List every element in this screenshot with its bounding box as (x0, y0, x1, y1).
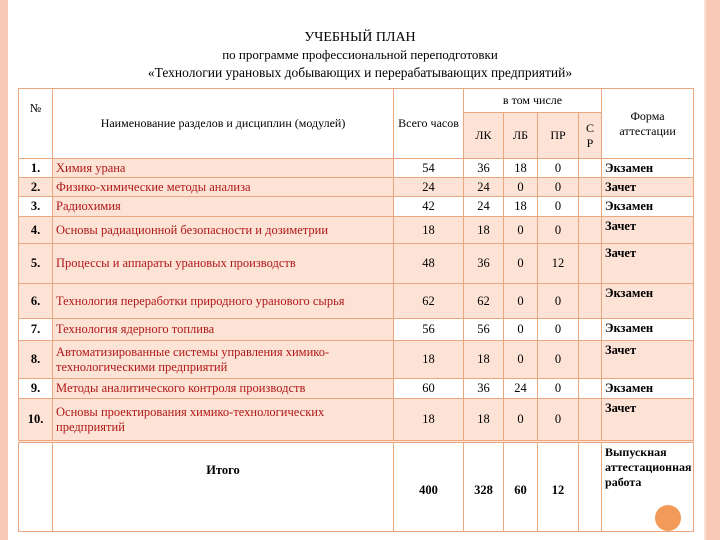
cell-total: 18 (394, 217, 464, 244)
cell-lk: 24 (464, 197, 504, 217)
cell-no: 7. (19, 319, 53, 341)
cell-sr (579, 379, 602, 399)
cell-sr (579, 244, 602, 284)
total-form: Выпускная аттестационная работа (602, 442, 694, 532)
cell-no: 6. (19, 284, 53, 319)
cell-no: 1. (19, 159, 53, 178)
cell-lk: 24 (464, 178, 504, 197)
total-total: 400 (394, 442, 464, 532)
cell-lk: 18 (464, 399, 504, 442)
cell-pr: 0 (538, 379, 579, 399)
table-row (19, 197, 694, 217)
cell-lb: 0 (504, 244, 538, 284)
cell-lb: 24 (504, 379, 538, 399)
cell-lb: 0 (504, 217, 538, 244)
cell-sr (579, 319, 602, 341)
cell-name: Автоматизированные системы управления химико-технологическими предприятий (53, 341, 394, 379)
table-row (19, 341, 694, 379)
cell-lb: 18 (504, 159, 538, 178)
cell-sr (579, 399, 602, 442)
slide-frame-left (0, 0, 8, 540)
cell-pr: 0 (538, 217, 579, 244)
cell-pr: 12 (538, 244, 579, 284)
cell-form: Экзамен (602, 284, 694, 319)
cell-name: Радиохимия (53, 197, 394, 217)
program-name: «Технологии урановых добывающих и перерабатывающих предприятий» (147, 65, 573, 80)
cell-total: 56 (394, 319, 464, 341)
cell-total: 48 (394, 244, 464, 284)
table-row (19, 284, 694, 319)
cell-form: Зачет (602, 341, 694, 379)
cell-form: Экзамен (602, 159, 694, 178)
cell-pr: 0 (538, 284, 579, 319)
page-number-badge (655, 505, 681, 531)
table-row (19, 319, 694, 341)
header-no: № (19, 89, 53, 159)
cell-form: Экзамен (602, 379, 694, 399)
header-lb: ЛБ (504, 113, 538, 159)
cell-total: 24 (394, 178, 464, 197)
header-lk: ЛК (464, 113, 504, 159)
slide-frame-right (704, 0, 720, 540)
cell-pr: 0 (538, 399, 579, 442)
cell-no: 3. (19, 197, 53, 217)
cell-no: 9. (19, 379, 53, 399)
table-row (19, 379, 694, 399)
table-row (19, 178, 694, 197)
total-label: Итого (53, 442, 394, 532)
total-lk: 328 (464, 442, 504, 532)
cell-form: Зачет (602, 178, 694, 197)
cell-total: 18 (394, 399, 464, 442)
cell-lk: 18 (464, 217, 504, 244)
header-pr: ПР (538, 113, 579, 159)
header-including: в том числе (464, 89, 602, 113)
cell-lb: 0 (504, 284, 538, 319)
header-total: Всего часов (394, 89, 464, 159)
cell-sr (579, 197, 602, 217)
cell-pr: 0 (538, 341, 579, 379)
cell-sr (579, 178, 602, 197)
table-row (19, 159, 694, 178)
cell-pr: 0 (538, 178, 579, 197)
cell-pr: 0 (538, 159, 579, 178)
cell-lb: 0 (504, 319, 538, 341)
cell-total: 18 (394, 341, 464, 379)
cell-lb: 0 (504, 178, 538, 197)
cell-pr: 0 (538, 319, 579, 341)
cell-no: 2. (19, 178, 53, 197)
header-sr: С Р (579, 113, 602, 159)
cell-no: 8. (19, 341, 53, 379)
cell-name: Технология переработки природного уранового сырья (53, 284, 394, 319)
cell-no: 4. (19, 217, 53, 244)
total-empty (579, 442, 602, 532)
cell-lb: 0 (504, 399, 538, 442)
cell-sr (579, 217, 602, 244)
cell-pr: 0 (538, 197, 579, 217)
cell-total: 54 (394, 159, 464, 178)
table-row (19, 217, 694, 244)
cell-lk: 18 (464, 341, 504, 379)
cell-lb: 18 (504, 197, 538, 217)
cell-name: Основы радиационной безопасности и дозиметрии (53, 217, 394, 244)
total-empty (19, 442, 53, 532)
doc-title: УЧЕБНЫЙ ПЛАН (304, 30, 416, 45)
cell-form: Зачет (602, 399, 694, 442)
cell-lk: 62 (464, 284, 504, 319)
total-pr: 12 (538, 442, 579, 532)
cell-name: Химия урана (53, 159, 394, 178)
curriculum-table (18, 88, 694, 532)
cell-sr (579, 159, 602, 178)
cell-name: Технология ядерного топлива (53, 319, 394, 341)
cell-total: 60 (394, 379, 464, 399)
cell-no: 5. (19, 244, 53, 284)
header-name: Наименование разделов и дисциплин (модулей) (53, 89, 394, 159)
cell-name: Физико-химические методы анализа (53, 178, 394, 197)
doc-subtitle: по программе профессиональной переподготовки (222, 47, 498, 62)
cell-form: Экзамен (602, 319, 694, 341)
cell-sr (579, 341, 602, 379)
cell-lk: 36 (464, 159, 504, 178)
total-lb: 60 (504, 442, 538, 532)
cell-name: Процессы и аппараты урановых производств (53, 244, 394, 284)
cell-lk: 36 (464, 379, 504, 399)
totals-row (19, 442, 694, 532)
header-form: Форма аттестации (602, 89, 694, 159)
cell-total: 62 (394, 284, 464, 319)
cell-form: Экзамен (602, 197, 694, 217)
cell-lk: 36 (464, 244, 504, 284)
cell-sr (579, 284, 602, 319)
table-row (19, 244, 694, 284)
cell-lb: 0 (504, 341, 538, 379)
cell-no: 10. (19, 399, 53, 442)
cell-total: 42 (394, 197, 464, 217)
cell-lk: 56 (464, 319, 504, 341)
cell-form: Зачет (602, 217, 694, 244)
table-row (19, 399, 694, 442)
cell-name: Основы проектирования химико-технологических предприятий (53, 399, 394, 442)
cell-name: Методы аналитического контроля производств (53, 379, 394, 399)
cell-form: Зачет (602, 244, 694, 284)
